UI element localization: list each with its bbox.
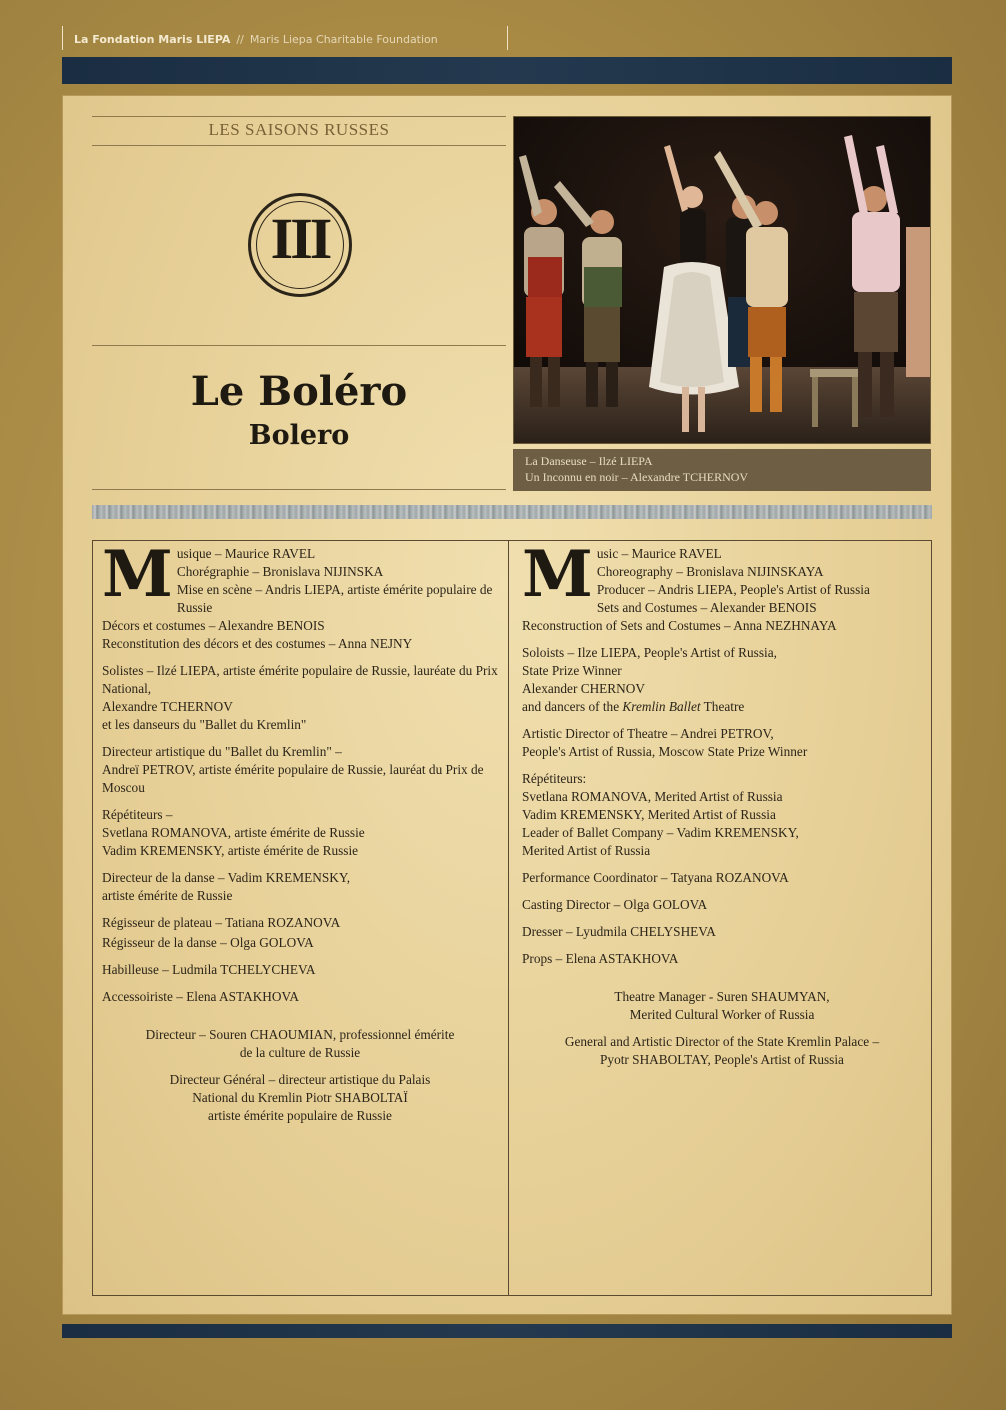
section-number: III [270,206,330,271]
english-credits [522,537,922,1078]
divider-line [92,345,506,346]
french-artistic-director: Directeur artistique du "Ballet du Kremlin" – Andreï PETROV, artiste émérite populaire de Russie, lauréat du Prix de Moscou [102,744,484,795]
divider-line [92,116,506,117]
roman-numeral-emblem [248,193,352,297]
page-title: Le Boléro [190,368,408,415]
french-repetiteurs: Répétiteurs – Svetlana ROMANOVA, artiste émérite de Russie Vadim KREMENSKY, artiste émérite de Russie [102,807,365,858]
english-intro: usic – Maurice RAVEL Choreography – Bronislava NIJINSKAYA Producer – Andris LIEPA, People's Artist of Russia Sets and Costumes – Alexander BENOIS Reconstruction of Sets and Costumes – Anna NEZHNAYA [522,546,870,633]
caption-line-1: La Danseuse – Ilzé LIEPA [525,454,653,468]
english-soloists: Soloists – Ilze LIEPA, People's Artist of Russia, State Prize Winner Alexander CHERNOV [522,645,777,696]
photo-caption [513,449,931,491]
english-dropcap: M [522,537,593,612]
french-dresser: Habilleuse – Ludmila TCHELYCHEVA [102,962,316,977]
french-director: Directeur – Souren CHAOUMIAN, professionnel émérite de la culture de Russie [145,1027,455,1060]
english-casting-director: Casting Director – Olga GOLOVA [522,897,708,912]
bottom-navy-band [62,1324,952,1338]
ballet-photo [513,116,931,444]
english-soloists-tail-post: Theatre [700,699,745,714]
english-performance-coordinator: Performance Coordinator – Tatyana ROZANOVA [522,870,789,885]
decorative-stripe [92,505,932,519]
foundation-name-fr: La Fondation Maris LIEPA [74,32,231,46]
header-separator: // [236,32,244,46]
french-dropcap: M [102,537,173,612]
english-theatre-manager: Theatre Manager - Suren SHAUMYAN, Merited Cultural Worker of Russia [614,989,830,1022]
top-navy-band [62,57,952,84]
divider-line [92,145,506,146]
header-divider-right [507,26,508,50]
french-dance-manager: Régisseur de la danse – Olga GOLOVA [102,935,314,950]
french-dance-director: Directeur de la danse – Vadim KREMENSKY, artiste émérite de Russie [102,870,351,903]
series-title: LES SAISONS RUSSES [208,120,390,139]
english-soloists-tail-pre: and dancers of the [522,699,623,714]
header-bar [62,26,508,52]
english-props: Props – Elena ASTAKHOVA [522,951,679,966]
page-subtitle: Bolero [248,420,350,451]
english-dresser: Dresser – Lyudmila CHELYSHEVA [522,924,716,939]
french-soloists: Solistes – Ilzé LIEPA, artiste émérite populaire de Russie, lauréate du Prix National, Alexandre TCHERNOV et les danseurs du "Ballet du Kremlin" [102,663,498,732]
english-general-director: General and Artistic Director of the State Kremlin Palace – Pyotr SHABOLTAY, People's Artist of Russia [564,1034,880,1067]
english-repetiteurs: Répétiteurs: Svetlana ROMANOVA, Merited Artist of Russia Vadim KREMENSKY, Merited Artist of Russia Leader of Ballet Company – Vadim KREMENSKY, Merited Artist of Russia [522,771,799,858]
french-credits [102,537,498,1134]
foundation-name-en: Maris Liepa Charitable Foundation [249,32,438,46]
ballet-scene-illustration [514,117,931,444]
english-soloists-tail-em: Kremlin Ballet [622,699,701,714]
english-artistic-director: Artistic Director of Theatre – Andrei PETROV, People's Artist of Russia, Moscow State Prize Winner [522,726,808,759]
french-stage-manager: Régisseur de plateau – Tatiana ROZANOVA [102,915,341,930]
caption-line-2: Un Inconnu en noir – Alexandre TCHERNOV [525,469,749,484]
french-general-director: Directeur Général – directeur artistique du Palais National du Kremlin Piotr SHABOLTAÏ artiste émérite populaire de Russie [169,1072,431,1123]
divider-line [92,489,506,490]
header-divider-left [62,26,63,50]
french-props: Accessoiriste – Elena ASTAKHOVA [102,989,300,1004]
french-intro: usique – Maurice RAVEL Chorégraphie – Bronislava NIJINSKA Mise en scène – Andris LIEPA, artiste émérite populaire de Russie Décors et costumes – Alexandre BENOIS Reconstitution des décors et des costumes – Anna NEJNY [102,546,493,651]
